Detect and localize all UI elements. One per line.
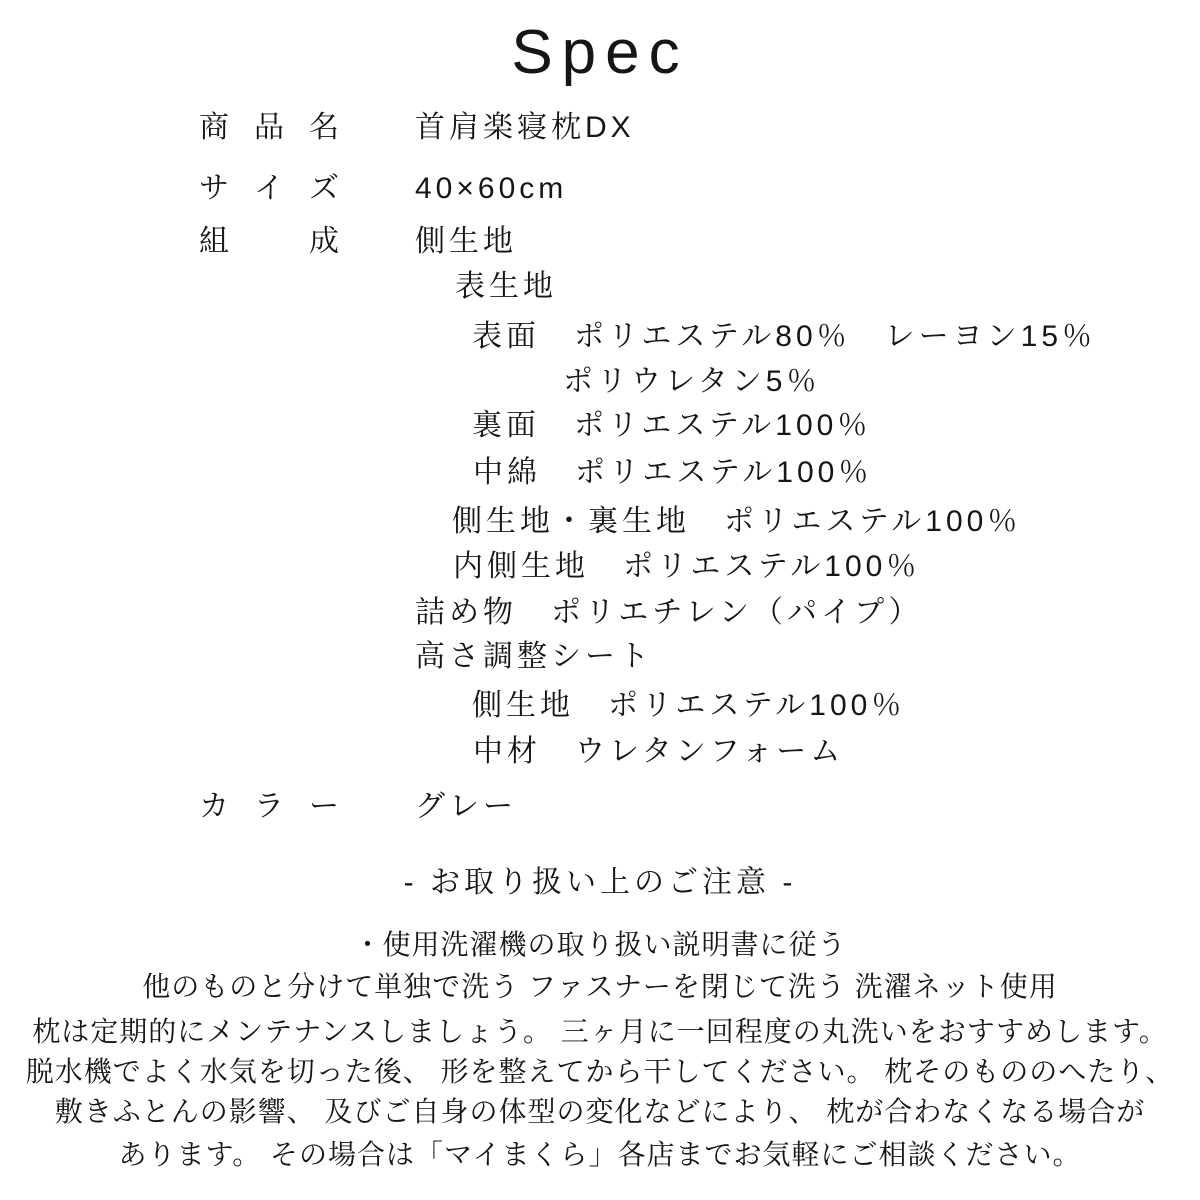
composition-line-height-sheet: 高さ調整シート [415, 640, 653, 673]
notice-line-4: 脱水機でよく水気を切った後、 形を整えてから干してください。 枕そのもののへたり、 [25, 1056, 1175, 1087]
spec-value-color: グレー [415, 790, 517, 823]
notice-title: - お取り扱い上のご注意 - [403, 866, 797, 899]
spec-value-composition: 側生地 [415, 225, 517, 258]
notice-line-3: 枕は定期的にメンテナンスしましょう。 三ヶ月に一回程度の丸洗いをおすすめします。 [32, 1016, 1168, 1047]
notice-line-6: あります。 その場合は「マイまくら」各店までお気軽にご相談ください。 [118, 1139, 1082, 1170]
spec-label-product-name: 商 品 名 [199, 111, 339, 144]
composition-line-back: 裏面 ポリエステル100％ [472, 409, 872, 442]
composition-line-polyurethane: ポリウレタン5％ [563, 365, 821, 398]
composition-line-stuffing: 詰め物 ポリエチレン（パイプ） [415, 596, 923, 629]
notice-line-1: ・使用洗濯機の取り扱い説明書に従う [353, 929, 847, 960]
page-title: Spec [511, 18, 689, 87]
spec-label-color: カ ラ ー [199, 790, 339, 823]
spec-label-composition: 組 成 [199, 225, 339, 258]
notice-line-5: 敷きふとんの影響、 及びご自身の体型の変化などにより、 枕が合わなくなる場合が [54, 1096, 1146, 1127]
spec-label-size: サ イ ズ [199, 172, 339, 205]
composition-line-side-back-fabric: 側生地・裏生地 ポリエステル100％ [452, 505, 1022, 538]
composition-line-height-sheet-core: 中材 ウレタンフォーム [473, 735, 845, 768]
spec-value-size: 40×60cm [415, 172, 568, 205]
composition-line-front: 表面 ポリエステル80％ レーヨン15％ [472, 320, 1097, 353]
composition-line-height-sheet-fabric: 側生地 ポリエステル100％ [472, 689, 906, 722]
composition-line-filling-cotton: 中綿 ポリエステル100％ [473, 456, 873, 489]
composition-line-outer-fabric: 表生地 [455, 270, 557, 303]
composition-line-inner-fabric: 内側生地 ポリエステル100％ [453, 550, 921, 583]
notice-line-2: 他のものと分けて単独で洗う ファスナーを閉じて洗う 洗濯ネット使用 [142, 971, 1058, 1002]
spec-value-product-name: 首肩楽寝枕DX [415, 111, 635, 144]
